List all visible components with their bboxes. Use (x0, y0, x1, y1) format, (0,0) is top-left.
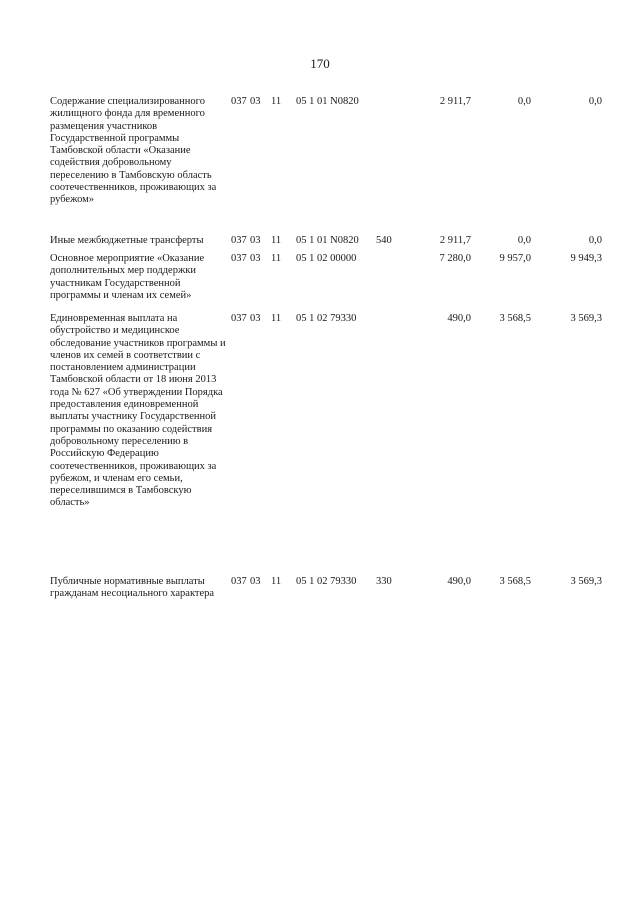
row-name: Иные межбюджетные трансферты (50, 235, 204, 246)
amount-year-3: 0,0 (588, 235, 602, 246)
target-article-code: 05 1 01 N0820 (296, 96, 359, 107)
row-name: Публичные нормативные выплаты гражданам несоциального характера (50, 576, 215, 600)
target-article-code: 05 1 02 79330 (296, 313, 357, 324)
amount-year-1: 7 280,0 (439, 253, 471, 264)
amount-year-1: 2 911,7 (439, 235, 471, 246)
target-article-code: 05 1 02 79330 (296, 576, 357, 587)
amount-year-3: 9 949,3 (570, 253, 602, 264)
ved-code: 037 (231, 576, 247, 587)
amount-year-1: 2 911,7 (439, 96, 471, 107)
amount-year-2: 0,0 (517, 235, 531, 246)
section-code: 03 (250, 96, 261, 107)
subsection-code: 11 (271, 576, 282, 587)
row-name: Основное мероприятие «Оказание дополнительных мер поддержки участникам Государственной программы и членам их семей» (50, 253, 205, 301)
subsection-code: 11 (271, 313, 282, 324)
amount-year-2: 0,0 (517, 96, 531, 107)
target-article-code: 05 1 01 N0820 (296, 235, 359, 246)
expense-type-code: 330 (376, 576, 392, 587)
row-name: Содержание специализированного жилищного фонда для временного размещения участников Государственной программы Тамбовской области «Оказание содействия добровольному переселению в Тамбовскую область соотечественников, проживающих за рубежом» (50, 96, 217, 206)
section-code: 03 (250, 235, 261, 246)
amount-year-1: 490,0 (447, 576, 471, 587)
target-article-code: 05 1 02 00000 (296, 253, 357, 264)
amount-year-1: 490,0 (447, 313, 471, 324)
amount-year-2: 3 568,5 (499, 576, 531, 587)
amount-year-3: 3 569,3 (570, 576, 602, 587)
row-name: Единовременная выплата на обустройство и медицинское обследование участников программы и членов их семей в соответствии с постановлением администрации Тамбовской области от 18 июня 2013 года № 627 «Об утверждении Порядка предоставления единовременной выплаты участнику Государственной программы по оказанию содействия добровольному переселению в Российскую Федерацию соотечественников, проживающих за рубежом, и членам его семьи, переселившимся в Тамбовскую область» (50, 313, 226, 509)
subsection-code: 11 (271, 253, 282, 264)
ved-code: 037 (231, 253, 247, 264)
amount-year-3: 0,0 (588, 96, 602, 107)
ved-code: 037 (231, 313, 247, 324)
ved-code: 037 (231, 235, 247, 246)
amount-year-3: 3 569,3 (570, 313, 602, 324)
section-code: 03 (250, 576, 261, 587)
section-code: 03 (250, 253, 261, 264)
page-number: 170 (310, 56, 330, 71)
ved-code: 037 (231, 96, 247, 107)
expense-type-code: 540 (376, 235, 392, 246)
section-code: 03 (250, 313, 261, 324)
subsection-code: 11 (271, 235, 282, 246)
amount-year-2: 9 957,0 (499, 253, 531, 264)
amount-year-2: 3 568,5 (499, 313, 531, 324)
subsection-code: 11 (271, 96, 282, 107)
